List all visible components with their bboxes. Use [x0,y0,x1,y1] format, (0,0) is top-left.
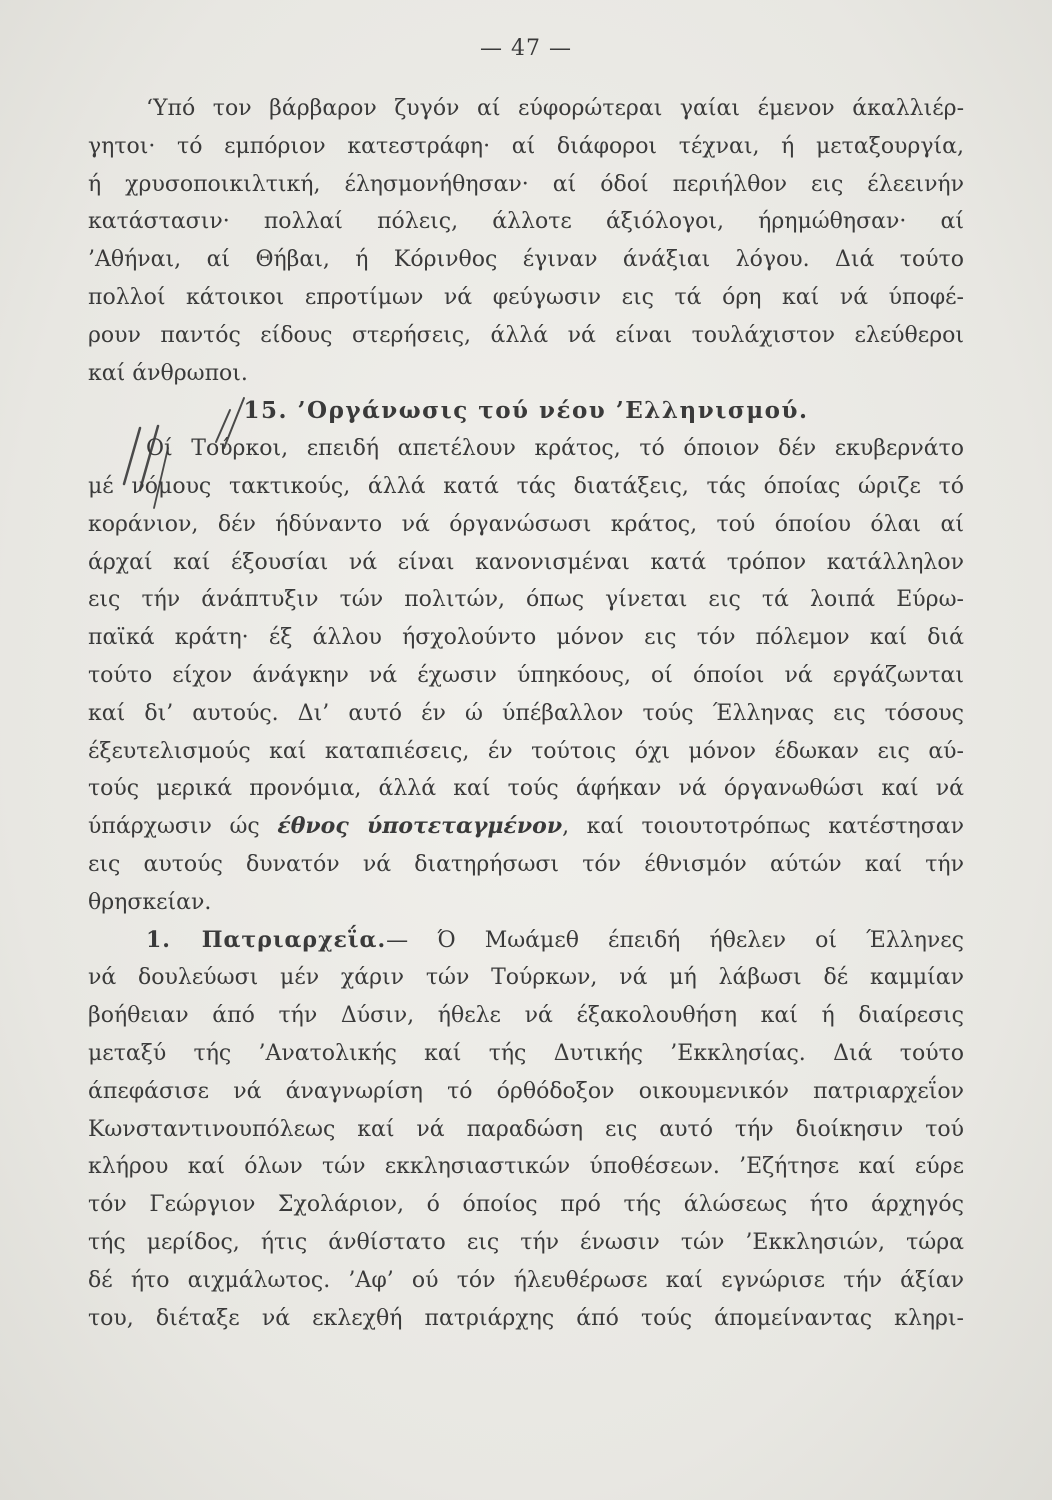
section-heading: 15. ’Οργάνωσις τού νέου ’Ελληνισμού. [243,397,809,425]
text-line: τής μερίδος, ήτις άνθίστατο εις τήν ένωσιν τών ’Εκκλησιών, τώρα [88,1229,964,1255]
text-fragment: ύπάρχωσιν ώς [88,814,278,840]
text-line: ’Αθήναι, αί Θήβαι, ή Κόρινθος έγιναν άνάξιαι λόγου. Διά τούτο [88,247,964,273]
subsection-first-line [88,922,964,960]
text-line: κοράνιον, δέν ήδύναντο νά όργανώσωσι κράτος, τού όποίου όλαι αί [88,511,964,537]
text-line-with-emphasis [88,808,964,846]
text-line: τούτο είχον άνάγκην νά έχωσιν ύπηκόους, οί όποίοι νά εργάζωνται [88,662,964,688]
subsection-heading: 1. Πατριαρχεΐα. [146,926,387,953]
text-line: ‘Υπό τον βάρβαρον ζυγόν αί εύφορώτεραι γαίαι έμενον άκαλλιέρ- [146,96,964,121]
text-line: του, διέταξε νά εκλεχθή πατριάρχης άπό τούς άπομείναντας κληρι- [88,1305,964,1331]
text-line: άπεφάσισε νά άναγνωρίση τό όρθόδοξον οικουμενικόν πατριαρχεΐον [88,1078,964,1104]
text-line: καί άνθρωποι. [88,360,248,386]
emphasized-phrase: έθνος ύποτεταγμένον [277,813,563,840]
text-line: βοήθειαν άπό τήν Δύσιν, ήθελε νά έξακολουθήση καί ή διαίρεσις [88,1003,964,1029]
text-line: νά δουλεύωσι μέν χάριν τών Τούρκων, νά μή λάβωσι δέ καμμίαν [88,965,964,991]
text-line: ρουν παντός είδους στερήσεις, άλλά νά είναι τουλάχιστον ελεύθεροι [88,322,964,348]
text-line: καί δι’ αυτούς. Δι’ αυτό έν ώ ύπέβαλλον τούς Έλληνας εις τόσους [88,700,964,726]
text-line: μέ νόμους τακτικούς, άλλά κατά τάς διατάξεις, τάς όποίας ώριζε τό [88,473,964,499]
text-line: κλήρου καί όλων τών εκκλησιαστικών ύποθέσεων. ’Εζήτησε καί εύρε [88,1154,964,1180]
text-line: άρχαί καί έξουσίαι νά είναι κανονισμέναι κατά τρόπον κατάλληλον [88,549,964,575]
body-text [88,90,964,1337]
text-line: γητοι· τό εμπόριον κατεστράφη· αί διάφοροι τέχναι, ή μεταξουργία, [88,133,964,159]
text-line: δέ ήτο αιχμάλωτος. ’Αφ’ ού τόν ήλευθέρωσε καί εγνώρισε τήν άξίαν [88,1267,964,1293]
page-number: — 47 — [480,36,572,61]
text-line: θρησκείαν. [88,889,212,915]
text-fragment: , καί τοιουτοτρόπως κατέστησαν [562,814,964,840]
text-line: κατάστασιν· πολλαί πόλεις, άλλοτε άξιόλογοι, ήρημώθησαν· αί [88,209,964,235]
text-line: Κωνσταντινουπόλεως καί νά παραδώση εις αυτό τήν διοίκησιν τού [88,1116,964,1142]
text-line: ή χρυσοποικιλτική, έλησμονήθησαν· αί όδοί περιήλθον εις έλεεινήν [88,171,964,197]
text-line: τούς μερικά προνόμια, άλλά καί τούς άφήκαν νά όργανωθώσι καί νά [88,776,964,802]
text-line: έξευτελισμούς καί καταπιέσεις, έν τούτοις όχι μόνον έδωκαν εις αύ- [88,738,964,764]
text-fragment: — Ό Μωάμεθ έπειδή ήθελεν οί Έλληνες [386,927,964,953]
text-line: Οί Τούρκοι, επειδή απετέλουν κράτος, τό όποιον δέν εκυβερνάτο [146,436,964,462]
text-line: πολλοί κάτοικοι επροτίμων νά φεύγωσιν εις τά όρη καί νά ύποφέ- [88,284,964,310]
text-line: μεταξύ τής ’Ανατολικής καί τής Δυτικής ’Εκκλησίας. Διά τούτο [88,1040,964,1066]
text-line: εις τήν άνάπτυξιν τών πολιτών, όπως γίνεται εις τά λοιπά Εύρω- [88,587,964,613]
text-line: εις αυτούς δυνατόν νά διατηρήσωσι τόν έθνισμόν αύτών καί τήν [88,851,964,877]
text-line: παϊκά κράτη· έξ άλλου ήσχολούντο μόνον εις τόν πόλεμον καί διά [88,625,964,651]
text-line: τόν Γεώργιον Σχολάριον, ό όποίος πρό τής άλώσεως ήτο άρχηγός [88,1192,964,1218]
